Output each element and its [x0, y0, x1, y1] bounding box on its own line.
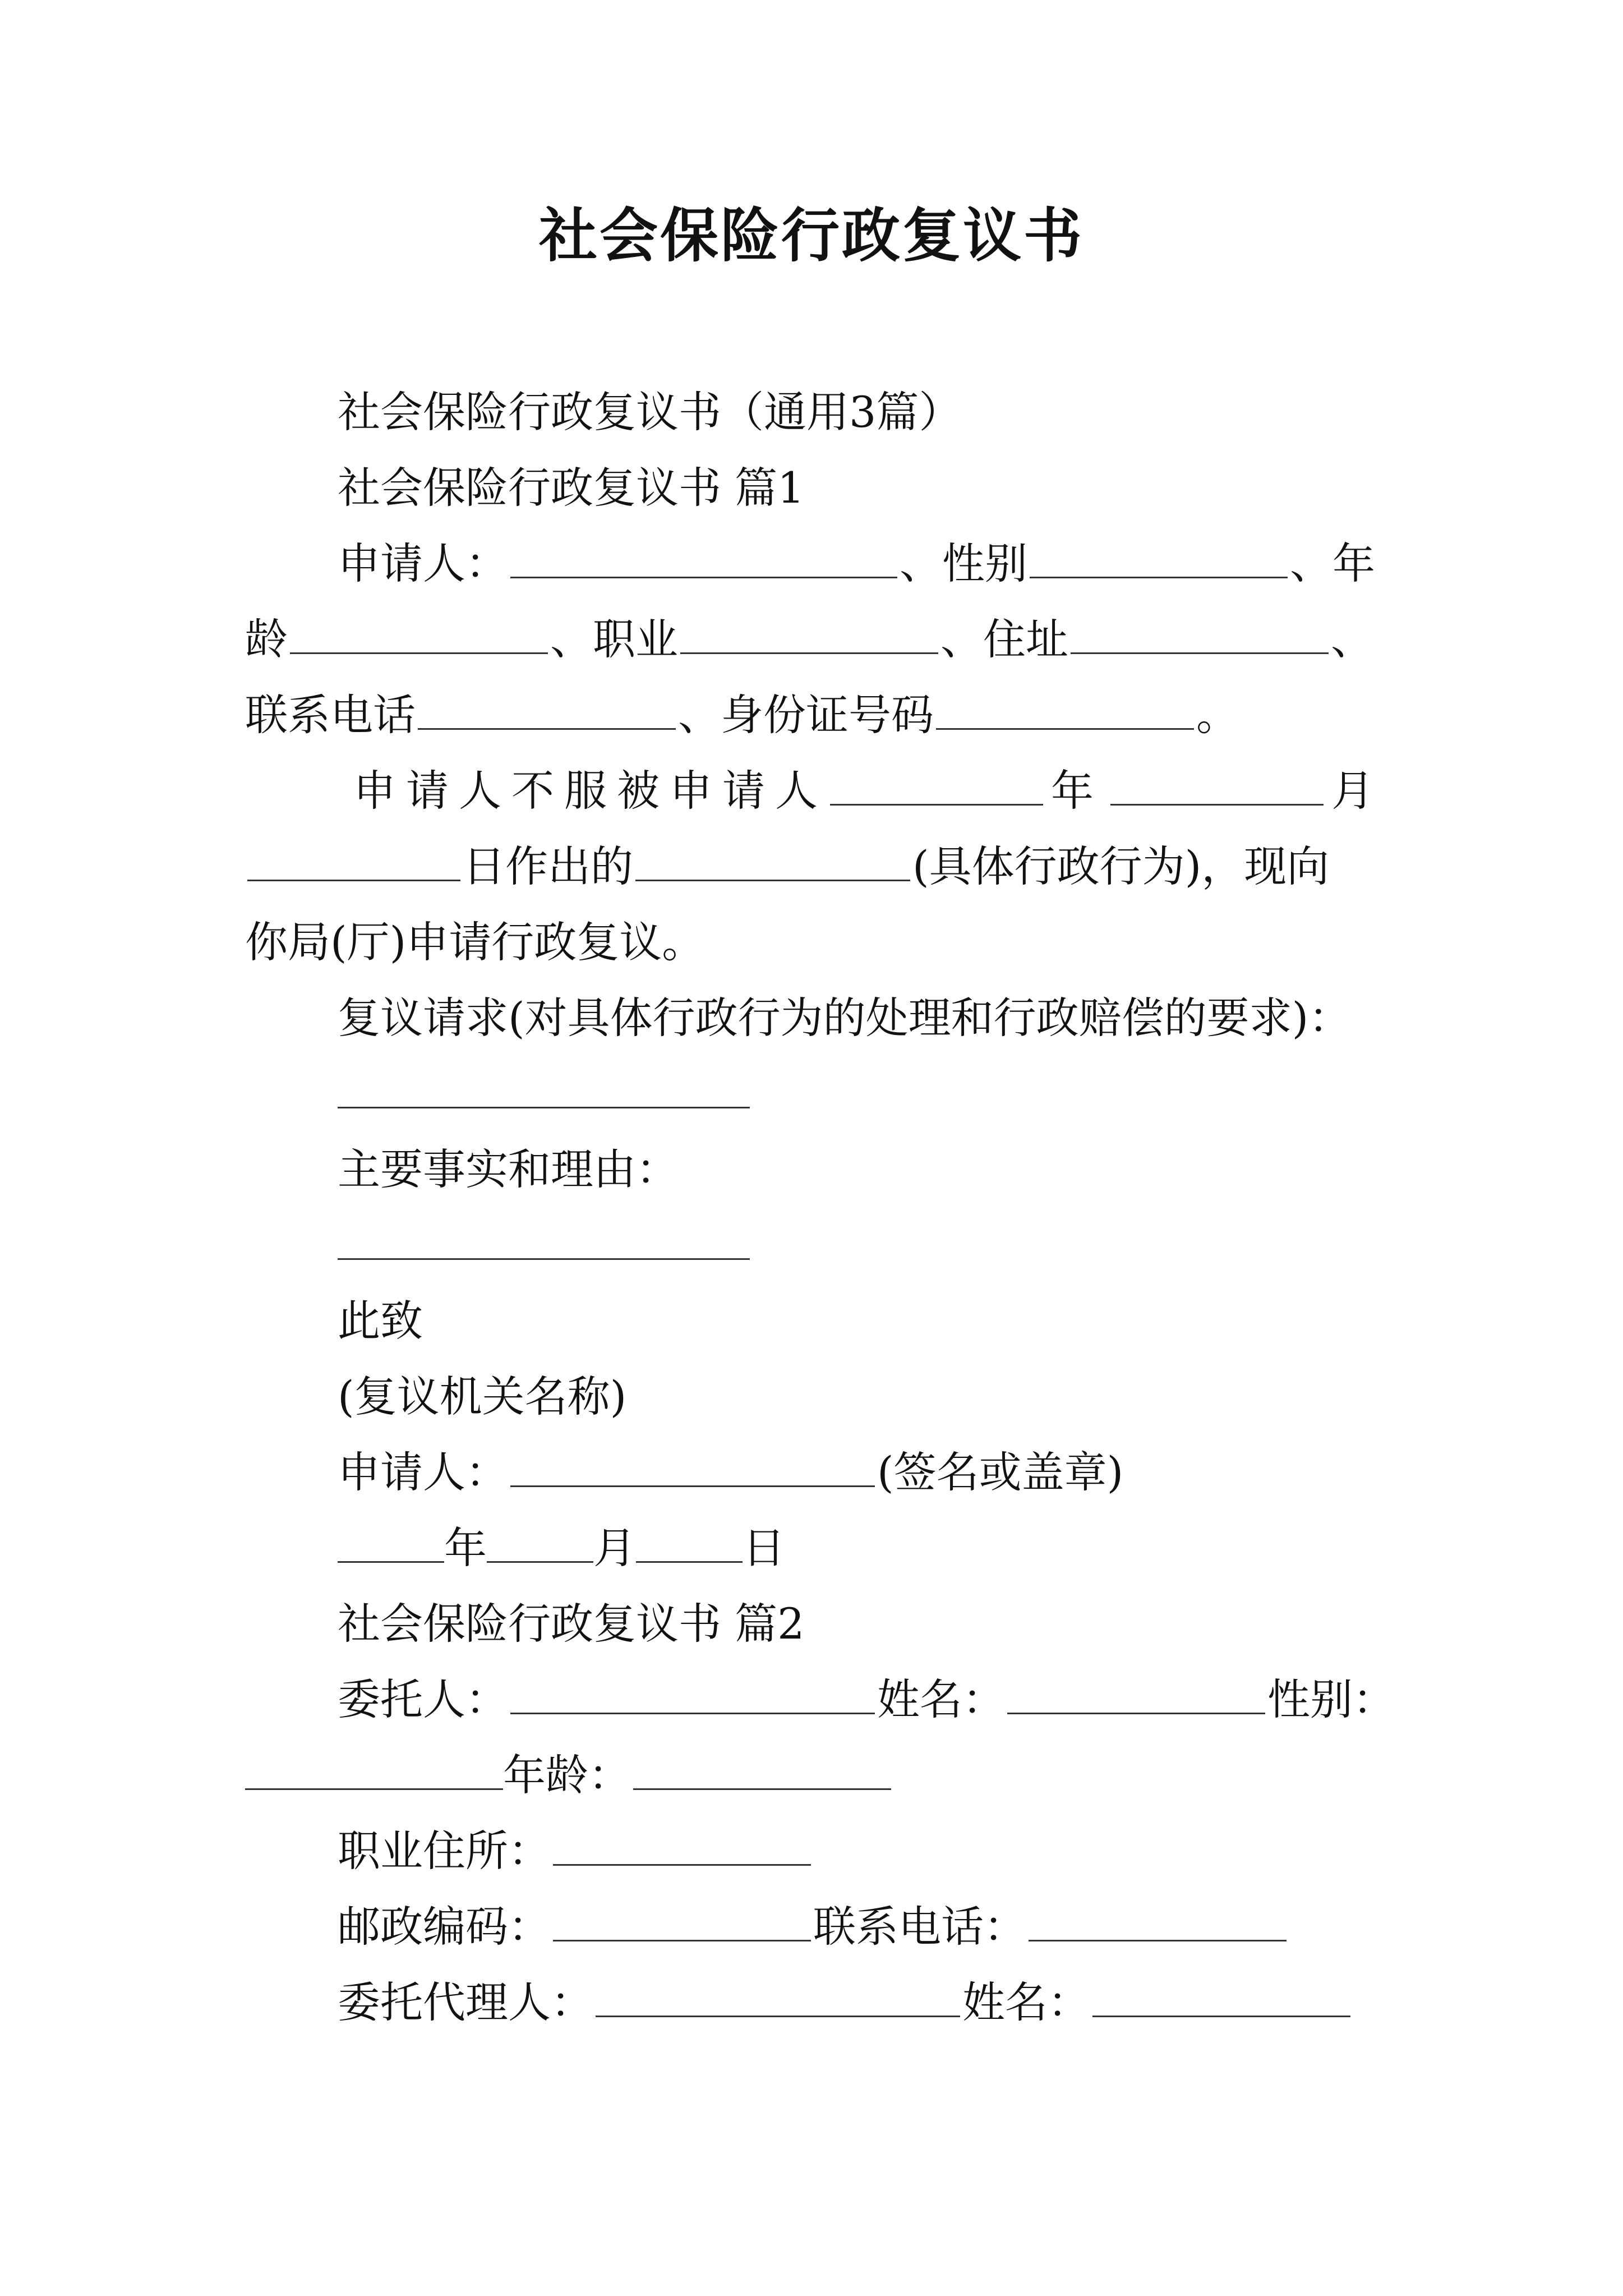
- facts-blank: [338, 1219, 750, 1260]
- dispute-text-a: 申请人不服被申请人: [353, 766, 828, 816]
- age-label-b: 龄: [245, 614, 288, 664]
- sex-blank: [245, 1749, 503, 1790]
- dispute-line-1: [353, 763, 1374, 819]
- date-line: [338, 1520, 785, 1576]
- age-label-a: 、年: [1290, 539, 1375, 588]
- residence-blank: [553, 1825, 811, 1866]
- date-month-blank: [487, 1522, 593, 1563]
- applicant-line: [338, 536, 1375, 592]
- agent-name-label: 姓名：: [962, 1977, 1090, 2027]
- comma-end: 、: [1331, 614, 1373, 664]
- phone-label: 联系电话: [245, 690, 416, 740]
- occupation-blank: [680, 613, 938, 654]
- sign-suffix: (签名或盖章): [877, 1447, 1124, 1497]
- request-blank-line: [338, 1066, 750, 1122]
- principal-line: [338, 1672, 1395, 1728]
- dispute-text-d: 你局(厅)申请行政复议。: [245, 917, 705, 967]
- sign-label: 申请人：: [338, 1447, 508, 1497]
- month-label: 月: [1331, 766, 1374, 816]
- occupation-label: 、职业: [550, 614, 678, 664]
- facts-text: 主要事实和理由：: [338, 1144, 679, 1194]
- sex-age-line: [245, 1747, 893, 1803]
- part2-heading: [338, 1596, 805, 1652]
- address-blank: [1071, 613, 1329, 654]
- date-month-label: 月: [593, 1523, 636, 1573]
- facts-line: [338, 1142, 679, 1198]
- request-text: 复议请求(对具体行政行为的处理和行政赔偿的要求)：: [338, 993, 1352, 1043]
- applicant-blank: [510, 537, 897, 578]
- salute-text: 此致: [338, 1296, 423, 1346]
- sign-blank: [510, 1446, 875, 1487]
- dispute-text-c: (具体行政行为)，现向: [912, 841, 1330, 891]
- intro-line: [338, 384, 961, 440]
- year-label: 年: [1051, 766, 1094, 816]
- address-label: 、住址: [940, 614, 1068, 664]
- dispute-act-blank: [635, 840, 910, 881]
- age-label: 年龄：: [503, 1750, 631, 1800]
- document-title: 社会保险行政复议书: [538, 201, 1084, 270]
- gender-blank: [1030, 537, 1288, 578]
- age2-blank: [633, 1749, 891, 1790]
- age-blank: [290, 613, 548, 654]
- request-line: [338, 990, 1351, 1046]
- date-year-label: 年: [444, 1523, 487, 1573]
- dispute-month-blank: [1110, 765, 1324, 806]
- sex-label: 性别：: [1267, 1674, 1395, 1724]
- phone-blank: [418, 689, 676, 730]
- dispute-line-2: [245, 839, 1329, 895]
- phone2-label: 联系电话：: [813, 1902, 1026, 1952]
- intro-text: 社会保险行政复议书（通用3篇）: [338, 387, 962, 437]
- phone2-blank: [1029, 1901, 1287, 1941]
- organ-line: [338, 1369, 626, 1425]
- dispute-year-blank: [830, 765, 1043, 806]
- agent-blank: [596, 1976, 960, 2017]
- signature-line: [338, 1444, 1123, 1501]
- facts-blank-line: [338, 1217, 750, 1273]
- part1-heading: [338, 460, 805, 516]
- agent-name-blank: [1092, 1976, 1350, 2017]
- organ-text: (复议机关名称): [338, 1372, 627, 1421]
- date-day-blank: [636, 1522, 743, 1563]
- request-blank: [338, 1068, 750, 1108]
- residence-label: 职业住所：: [338, 1826, 551, 1876]
- part1-heading-text: 社会保险行政复议书 篇1: [338, 463, 805, 513]
- phone-id-line: [245, 687, 1239, 743]
- agent-line: [338, 1975, 1353, 2031]
- id-blank: [936, 689, 1194, 730]
- name-label: 姓名：: [877, 1674, 1005, 1724]
- date-day-label: 日: [743, 1523, 785, 1573]
- postcode-blank: [553, 1901, 811, 1941]
- salute-line: [338, 1293, 423, 1349]
- dispute-day-blank: [247, 840, 460, 881]
- principal-blank: [510, 1673, 875, 1714]
- agent-label: 委托代理人：: [338, 1977, 593, 2027]
- dispute-line-3: [245, 914, 704, 970]
- age-occupation-line: [245, 611, 1373, 668]
- id-label: 、身份证号码: [678, 690, 934, 740]
- residence-line: [338, 1823, 813, 1879]
- gender-label: 、性别: [900, 539, 1027, 588]
- part2-heading-text: 社会保险行政复议书 篇2: [338, 1599, 805, 1649]
- postcode-line: [338, 1899, 1289, 1955]
- principal-label: 委托人：: [338, 1674, 508, 1724]
- name-blank: [1007, 1673, 1265, 1714]
- dispute-text-b: 日作出的: [463, 841, 633, 891]
- applicant-label: 申请人：: [338, 539, 508, 588]
- period: 。: [1196, 690, 1239, 740]
- postcode-label: 邮政编码：: [338, 1902, 551, 1952]
- date-year-blank: [338, 1522, 444, 1563]
